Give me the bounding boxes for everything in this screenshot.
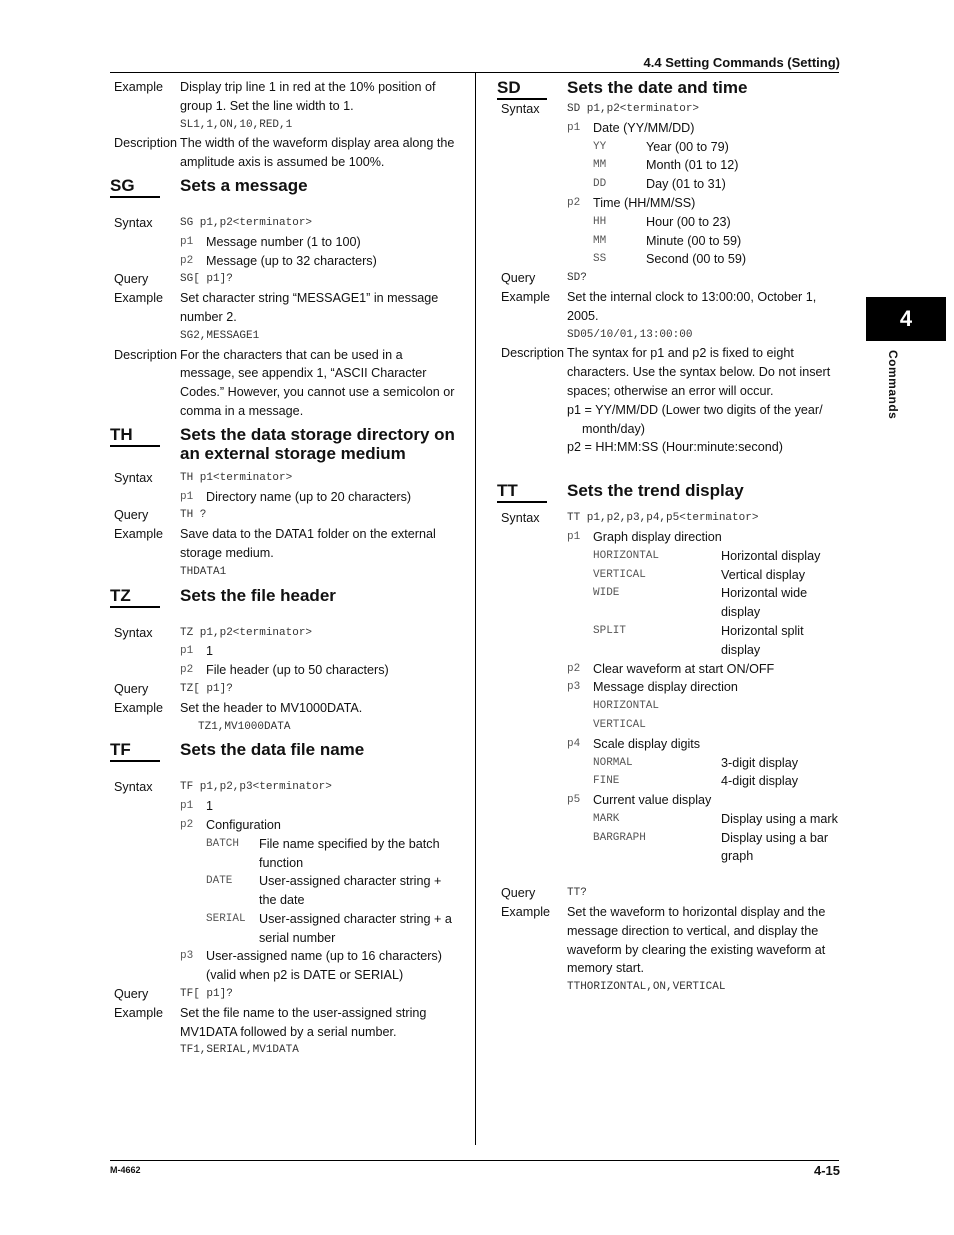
- example-text: group 1. Set the line width to 1.: [180, 98, 354, 113]
- param-name: p1: [180, 490, 194, 503]
- example-text: 2005.: [567, 308, 599, 323]
- query-code: TT?: [567, 887, 587, 900]
- section-heading-tf: [110, 736, 470, 778]
- option-keyword: FINE: [593, 775, 620, 788]
- option-keyword: YY: [593, 140, 607, 153]
- param-name: p3: [567, 681, 581, 694]
- param-desc: Time (HH/MM/SS): [593, 195, 696, 210]
- syntax-label: Syntax: [501, 511, 540, 526]
- syntax-code: TH p1<terminator>: [180, 471, 293, 484]
- syntax-code: SG p1,p2<terminator>: [180, 216, 313, 229]
- param-name: p5: [567, 794, 581, 807]
- command-code: TT: [497, 481, 547, 503]
- query-code: TH ?: [180, 509, 207, 522]
- option-keyword: VERTICAL: [593, 568, 646, 581]
- syntax-label: Syntax: [114, 215, 153, 230]
- param-name: p3: [180, 950, 194, 963]
- example-label: Example: [114, 291, 163, 306]
- param-name: p1: [180, 800, 194, 813]
- command-title: Sets the file header: [180, 585, 336, 605]
- syntax-label: Syntax: [114, 470, 153, 485]
- param-desc: Directory name (up to 20 characters): [206, 489, 412, 504]
- param-name: p1: [567, 530, 581, 543]
- option-keyword: BARGRAPH: [593, 831, 646, 844]
- section-heading-tt: [497, 477, 842, 509]
- query-code: SG[ p1]?: [180, 273, 233, 286]
- option-desc: serial number: [259, 930, 336, 945]
- description-label: Description: [114, 347, 177, 362]
- example-text: number 2.: [180, 309, 237, 324]
- description-label: Description: [114, 136, 177, 151]
- option-desc: Display using a bar: [721, 830, 829, 845]
- param-name: p1: [180, 645, 194, 658]
- syntax-label: Syntax: [501, 102, 540, 116]
- syntax-label: Syntax: [114, 625, 153, 640]
- option-desc: Month (01 to 12): [646, 158, 739, 173]
- param-desc: User-assigned name (up to 16 characters): [206, 949, 442, 964]
- param-name: p2: [180, 664, 194, 677]
- command-title: Sets the data storage directory on an external storage medium: [180, 424, 455, 463]
- option-desc: display: [721, 605, 761, 620]
- param-name: p2: [180, 818, 194, 831]
- option-keyword: BATCH: [206, 837, 240, 850]
- command-title: Sets the data file name: [180, 740, 365, 760]
- description-text: spaces; otherwise an error will occur.: [567, 383, 774, 398]
- param-name: p2: [567, 662, 581, 675]
- option-keyword: MM: [593, 234, 607, 247]
- example-code: THDATA1: [180, 565, 227, 578]
- description-label: Description: [501, 346, 564, 361]
- option-keyword: WIDE: [593, 587, 620, 600]
- option-desc: Horizontal split: [721, 623, 804, 638]
- description-text: p2 = HH:MM:SS (Hour:minute:second): [567, 440, 783, 455]
- section-heading-tz: [110, 582, 470, 624]
- option-keyword: NORMAL: [593, 756, 633, 769]
- option-desc: display: [721, 642, 761, 657]
- option-desc: Year (00 to 79): [646, 139, 729, 154]
- query-label: Query: [114, 681, 149, 696]
- example-label: Example: [501, 289, 550, 304]
- example-text: Set character string “MESSAGE1” in message: [180, 291, 439, 306]
- option-desc: Minute (00 to 59): [646, 233, 742, 248]
- param-desc: Message number (1 to 100): [206, 234, 361, 249]
- example-label: Example: [501, 905, 550, 920]
- command-code: TH: [110, 425, 160, 447]
- right-column: [497, 74, 842, 997]
- syntax-code: SD p1,p2<terminator>: [567, 103, 700, 115]
- example-text: Set the header to MV1000DATA.: [180, 700, 363, 715]
- command-code: TF: [110, 740, 160, 762]
- query-label: Query: [114, 508, 149, 523]
- param-desc: Clear waveform at start ON/OFF: [593, 661, 775, 676]
- section-heading-sg: [110, 172, 470, 214]
- query-code: SD?: [567, 272, 587, 285]
- param-desc: Date (YY/MM/DD): [593, 120, 695, 135]
- example-code: TZ1,MV1000DATA: [198, 720, 291, 733]
- param-desc: Scale display digits: [593, 736, 701, 751]
- example-code: SL1,1,ON,10,RED,1: [180, 118, 293, 131]
- param-name: p2: [180, 254, 194, 267]
- param-desc: 1: [206, 644, 214, 659]
- example-text: Display trip line 1 in red at the 10% position of: [180, 80, 436, 94]
- option-desc: 3-digit display: [721, 755, 799, 770]
- description-text: amplitude axis is assumed be 100%.: [180, 155, 385, 170]
- description-text: message, see appendix 1, “ASCII Character: [180, 366, 427, 381]
- param-desc: Message display direction: [593, 680, 738, 695]
- param-name: p2: [567, 196, 581, 209]
- example-text: storage medium.: [180, 545, 274, 560]
- example-label: Example: [114, 527, 163, 542]
- command-code: TZ: [110, 586, 160, 608]
- syntax-label: Syntax: [114, 780, 153, 795]
- example-code: TF1,SERIAL,MV1DATA: [180, 1044, 299, 1057]
- example-text: Save data to the DATA1 folder on the external: [180, 527, 436, 542]
- option-desc: function: [259, 855, 304, 870]
- example-label: Example: [114, 700, 163, 715]
- example-code: SG2,MESSAGE1: [180, 329, 260, 342]
- option-keyword: MARK: [593, 812, 620, 825]
- option-keyword: VERTICAL: [593, 718, 646, 731]
- left-column: [110, 78, 470, 1060]
- option-desc: Second (00 to 59): [646, 252, 747, 267]
- chapter-tab-label: Commands: [886, 350, 900, 420]
- syntax-code: TT p1,p2,p3,p4,p5<terminator>: [567, 512, 759, 525]
- description-text: Codes.” However, you cannot use a semicolon or: [180, 385, 455, 400]
- description-text: For the characters that can be used in a: [180, 347, 403, 362]
- syntax-code: TF p1,p2,p3<terminator>: [180, 781, 332, 794]
- description-text: month/day): [582, 421, 645, 436]
- query-code: TZ[ p1]?: [180, 682, 233, 695]
- example-text: MV1DATA followed by a serial number.: [180, 1024, 397, 1039]
- option-desc: Horizontal wide: [721, 586, 808, 601]
- example-code: TTHORIZONTAL,ON,VERTICAL: [567, 981, 726, 994]
- param-name: p4: [567, 737, 581, 750]
- option-desc: Vertical display: [721, 567, 805, 582]
- example-text: message direction to vertical, and display the: [567, 923, 819, 938]
- option-keyword: SPLIT: [593, 624, 627, 637]
- query-label: Query: [501, 271, 536, 286]
- param-desc: 1: [206, 799, 214, 814]
- param-desc: Configuration: [206, 817, 281, 832]
- description-text: p1 = YY/MM/DD (Lower two digits of the year/: [567, 402, 823, 417]
- example-text: Set the internal clock to 13:00:00, October 1,: [567, 289, 817, 304]
- command-title: Sets a message: [180, 175, 308, 195]
- page-number: 4-15: [813, 1163, 840, 1178]
- footer-rule: [110, 1160, 839, 1161]
- query-label: Query: [114, 987, 149, 1002]
- description-text: comma in a message.: [180, 403, 304, 418]
- chapter-tab: 4: [866, 297, 946, 341]
- description-text: The syntax for p1 and p2 is fixed to eight: [567, 346, 794, 361]
- example-label: Example: [114, 1005, 163, 1020]
- example-text: waveform by clearing the existing waveform at: [567, 942, 826, 957]
- option-desc: User-assigned character string +: [259, 874, 442, 889]
- option-desc: graph: [721, 849, 754, 864]
- option-desc: Horizontal display: [721, 548, 821, 563]
- option-keyword: DD: [593, 178, 607, 191]
- param-name: p1: [180, 235, 194, 248]
- option-keyword: SS: [593, 253, 607, 266]
- query-label: Query: [501, 886, 536, 901]
- syntax-code: TZ p1,p2<terminator>: [180, 626, 313, 639]
- section-heading-th: [110, 421, 470, 469]
- option-desc: Day (01 to 31): [646, 177, 726, 192]
- option-desc: Hour (00 to 23): [646, 214, 731, 229]
- param-name: p1: [567, 121, 581, 134]
- param-desc: Message (up to 32 characters): [206, 253, 377, 268]
- running-header: 4.4 Setting Commands (Setting): [643, 55, 840, 70]
- example-text: Set the waveform to horizontal display and the: [567, 905, 826, 920]
- option-keyword: DATE: [206, 875, 233, 888]
- option-keyword: HORIZONTAL: [593, 549, 660, 562]
- example-code: SD05/10/01,13:00:00: [567, 328, 693, 341]
- option-keyword: HH: [593, 215, 607, 228]
- command-code: SD: [497, 78, 547, 100]
- option-desc: Display using a mark: [721, 811, 838, 826]
- query-label: Query: [114, 272, 149, 287]
- param-desc: (valid when p2 is DATE or SERIAL): [206, 968, 404, 983]
- option-keyword: SERIAL: [206, 912, 246, 925]
- example-text: Set the file name to the user-assigned string: [180, 1005, 427, 1020]
- option-desc: the date: [259, 893, 305, 908]
- command-title: Sets the trend display: [567, 481, 744, 501]
- param-desc: Graph display direction: [593, 529, 722, 544]
- example-label: Example: [114, 80, 163, 94]
- option-desc: 4-digit display: [721, 774, 799, 789]
- param-desc: Current value display: [593, 793, 712, 808]
- option-desc: File name specified by the batch: [259, 836, 440, 851]
- command-code: SG: [110, 176, 160, 198]
- description-text: characters. Use the syntax below. Do not insert: [567, 365, 831, 380]
- column-divider: [475, 72, 476, 1145]
- example-text: memory start.: [567, 961, 644, 976]
- param-desc: File header (up to 50 characters): [206, 663, 389, 678]
- command-title: Sets the date and time: [567, 78, 748, 97]
- section-heading-sd: [497, 74, 842, 100]
- query-code: TF[ p1]?: [180, 988, 233, 1001]
- option-keyword: MM: [593, 159, 607, 172]
- option-keyword: HORIZONTAL: [593, 700, 660, 713]
- description-text: The width of the waveform display area along the: [180, 136, 455, 151]
- doc-id: M-4662: [110, 1165, 141, 1175]
- option-desc: User-assigned character string + a: [259, 911, 452, 926]
